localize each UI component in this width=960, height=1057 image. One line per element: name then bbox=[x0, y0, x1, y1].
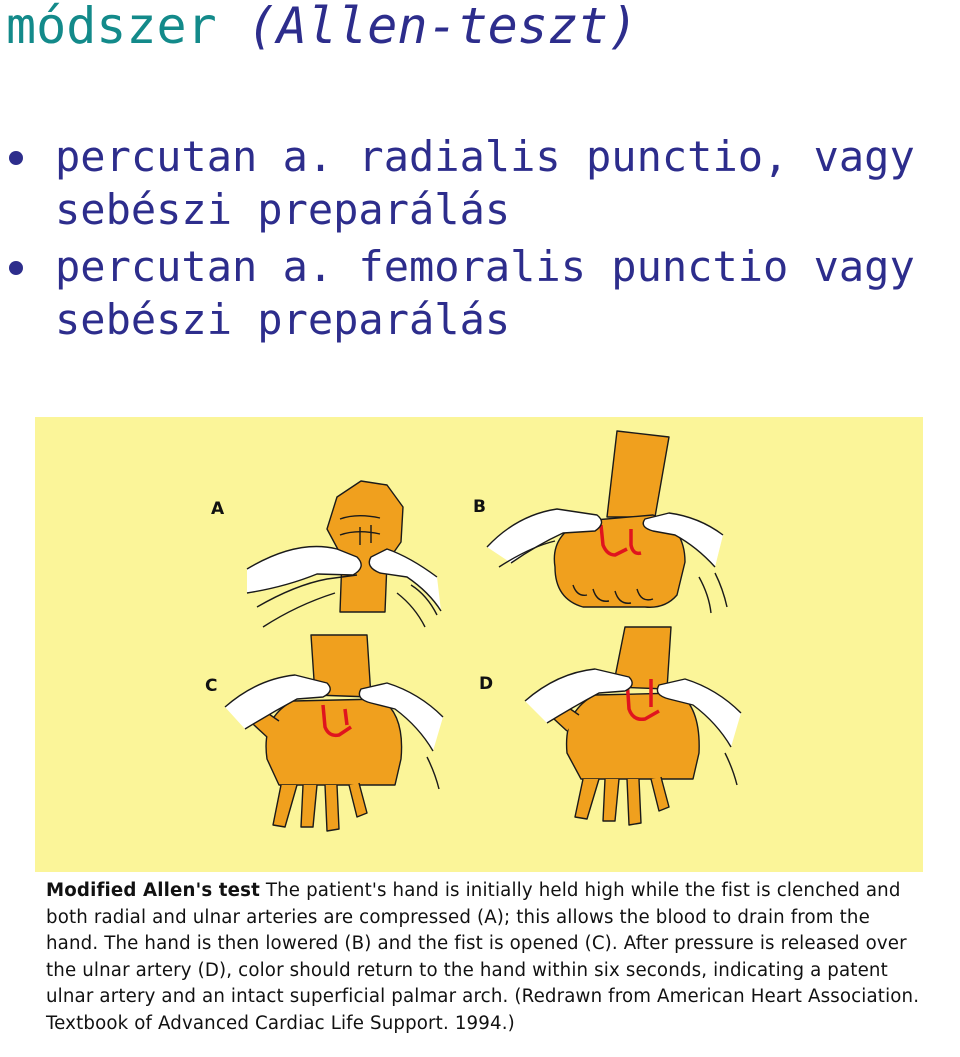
panel-b-drawing bbox=[487, 431, 727, 613]
bullet-item bbox=[0, 130, 960, 236]
bullet-text: percutan a. femoralis punctio vagy sebészi preparálás bbox=[55, 242, 915, 344]
slide-title-sub: (Allen-teszt) bbox=[246, 0, 639, 55]
panel-a-label: A bbox=[211, 499, 225, 519]
panel-d-label: D bbox=[479, 674, 494, 694]
slide-title-main: módszer bbox=[6, 0, 247, 55]
slide-title bbox=[6, 0, 638, 58]
panel-a-drawing bbox=[247, 481, 441, 627]
bullet-item bbox=[0, 240, 960, 346]
allen-test-illustration bbox=[35, 417, 923, 872]
panel-c-label: C bbox=[205, 676, 218, 696]
bullet-dot-icon bbox=[9, 151, 23, 165]
panel-b-label: B bbox=[473, 497, 486, 517]
figure-caption bbox=[46, 878, 924, 1038]
allen-test-figure bbox=[35, 417, 923, 872]
panel-d-drawing bbox=[525, 627, 741, 825]
bullet-dot-icon bbox=[9, 261, 23, 275]
panel-c-drawing bbox=[225, 635, 443, 831]
bullet-list bbox=[0, 130, 960, 350]
bullet-text: percutan a. radialis punctio, vagy sebészi preparálás bbox=[55, 132, 915, 234]
caption-lead: Modified Allen's test bbox=[46, 880, 260, 901]
caption-body: The patient's hand is initially held high while the fist is clenched and both radial and ulnar arteries are compressed (A); this allows the blood to drain from the hand. The hand is then lowered (B) and the fist is opened (C). After pressure is released over the ulnar artery (D), color should return to the hand within six seconds, indicating a patent ulnar artery and an intact superficial palmar arch. (Redrawn from American Heart Association. Textbook of Advanced Cardiac Life Support. 1994.) bbox=[46, 880, 920, 1034]
